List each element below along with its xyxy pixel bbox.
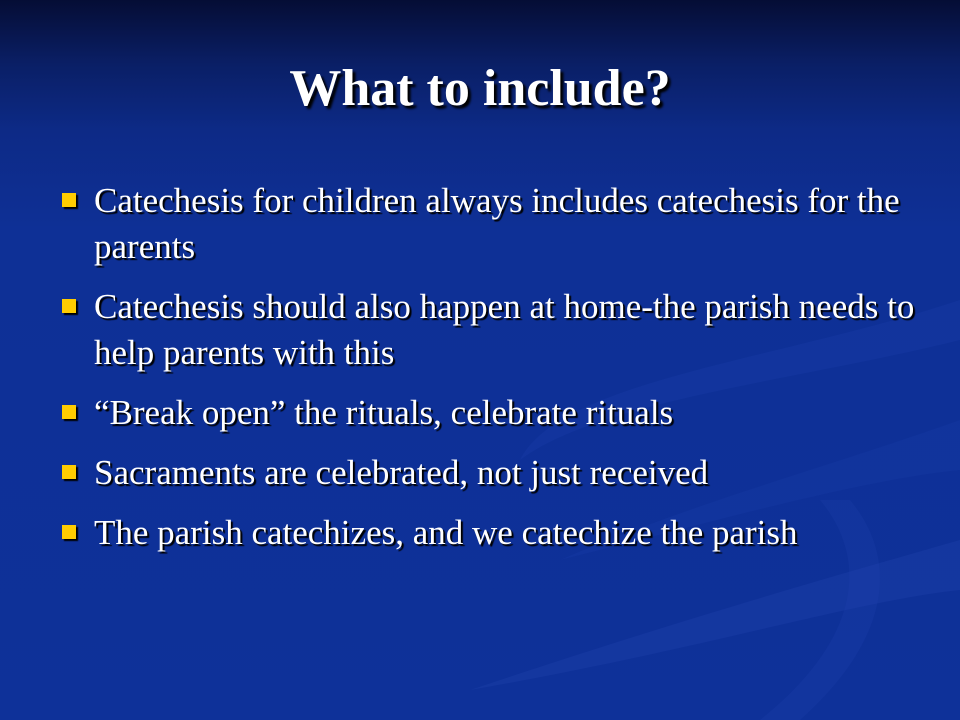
square-bullet-icon (62, 465, 76, 479)
bullet-text: Catechesis for children always includes catechesis for the parents (94, 181, 900, 266)
square-bullet-icon (62, 299, 76, 313)
square-bullet-icon (62, 405, 76, 419)
bullet-item (60, 390, 940, 436)
bullet-text: Sacraments are celebrated, not just received (94, 453, 709, 492)
square-bullet-icon (62, 525, 76, 539)
bullet-text: “Break open” the rituals, celebrate rituals (94, 393, 674, 432)
bullet-item (60, 510, 940, 556)
bullet-item (60, 284, 940, 376)
bullet-item (60, 178, 940, 270)
bullet-list (60, 178, 940, 570)
slide-title: What to include? (289, 60, 671, 117)
square-bullet-icon (62, 193, 76, 207)
bullet-text: The parish catechizes, and we catechize the parish (94, 513, 798, 552)
bullet-text: Catechesis should also happen at home-the parish needs to help parents with this (94, 287, 915, 372)
bullet-item (60, 450, 940, 496)
